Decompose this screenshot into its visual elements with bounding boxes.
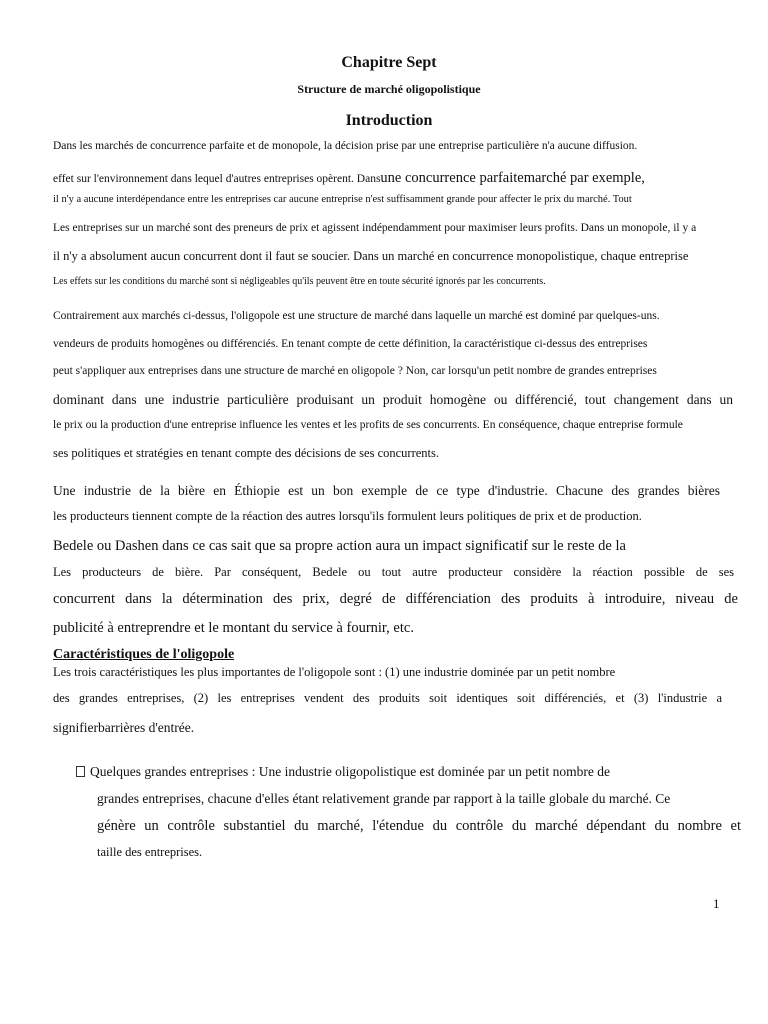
intro-line-2-part-b: une concurrence parfaitemarché par exemple, [380, 170, 645, 186]
chapter-title: Chapitre Sept [341, 54, 437, 71]
bullet-line-3: génère un contrôle substantiel du marché, l'étendue du contrôle du marché dépendant du nombre et [97, 818, 741, 834]
intro-line-2 [53, 171, 645, 186]
intro-line-1: Dans les marchés de concurrence parfaite et de monopole, la décision prise par une entreprise particulière n'a aucune diffusion. [53, 140, 638, 152]
para3-line-4: Les producteurs de bière. Par conséquent, Bedele ou tout autre producteur considère la réaction possible de ses [53, 565, 734, 579]
intro-line-4: Les entreprises sur un marché sont des preneurs de prix et agissent indépendamment pour maximiser leurs profits. Dans un monopole, il y a [53, 222, 697, 234]
intro-line-3: il n'y a aucune interdépendance entre les entreprises car aucune entreprise n'est suffisamment grande pour affecter le prix du marché. Tout [53, 194, 632, 205]
para3-line-6: publicité à entreprendre et le montant du service à fournir, etc. [53, 620, 414, 636]
para3-line-5: concurrent dans la détermination des prix, degré de différenciation des produits à introduire, niveau de [53, 591, 738, 607]
intro-line-2-part-a: effet sur l'environnement dans lequel d'autres entreprises opèrent. Dans [53, 173, 381, 185]
intro-line-5: il n'y a absolument aucun concurrent dont il faut se soucier. Dans un marché en concurrence monopolistique, chaque entreprise [53, 249, 689, 263]
characteristics-line-3: signifierbarrières d'entrée. [53, 720, 195, 735]
para3-line-3: Bedele ou Dashen dans ce cas sait que sa propre action aura un impact significatif sur le reste de la [53, 538, 626, 554]
intro-line-6: Les effets sur les conditions du marché sont si négligeables qu'ils peuvent être en toute sécurité ignorés par les concurrents. [53, 276, 546, 287]
para2-line-4: dominant dans une industrie particulière produisant un produit homogène ou différencié, tout changement dans un [53, 392, 733, 407]
para2-line-5: le prix ou la production d'une entreprise influence les ventes et les profits de ses concurrents. En conséquence, chaque entreprise formule [53, 419, 683, 431]
characteristics-heading: Caractéristiques de l'oligopole [53, 647, 235, 662]
para2-line-2: vendeurs de produits homogènes ou différenciés. En tenant compte de cette définition, la caractéristique ci-dessus des entreprises [53, 338, 648, 350]
characteristics-line-1: Les trois caractéristiques les plus importantes de l'oligopole sont : (1) une industrie dominée par un petit nombre [53, 665, 616, 679]
bullet-line-1 [76, 765, 610, 779]
page-number: 1 [713, 896, 720, 911]
section-title-introduction: Introduction [345, 112, 433, 129]
characteristics-line-2: des grandes entreprises, (2) les entreprises vendent des produits soit identiques soit différenciés, et (3) l'industrie a [53, 691, 722, 705]
para2-line-1: Contrairement aux marchés ci-dessus, l'oligopole est une structure de marché dans laquelle un marché est dominé par quelques-uns. [53, 310, 660, 322]
bullet-box-icon [76, 766, 85, 777]
para2-line-3: peut s'appliquer aux entreprises dans une structure de marché en oligopole ? Non, car lorsqu'un petit nombre de grandes entreprises [53, 365, 657, 377]
para2-line-6: ses politiques et stratégies en tenant compte des décisions de ses concurrents. [53, 446, 440, 460]
para3-line-2: les producteurs tiennent compte de la réaction des autres lorsqu'ils formulent leurs politiques de prix et de production. [53, 509, 642, 523]
para3-line-1: Une industrie de la bière en Éthiopie est un bon exemple de ce type d'industrie. Chacune des grandes bières [53, 483, 720, 498]
bullet-line-2: grandes entreprises, chacune d'elles étant relativement grande par rapport à la taille globale du marché. Ce [97, 791, 671, 806]
chapter-subtitle: Structure de marché oligopolistique [297, 82, 481, 96]
bullet-line-1-text: Quelques grandes entreprises : Une industrie oligopolistique est dominée par un petit nombre de [90, 764, 611, 779]
bullet-line-4: taille des entreprises. [97, 845, 203, 859]
